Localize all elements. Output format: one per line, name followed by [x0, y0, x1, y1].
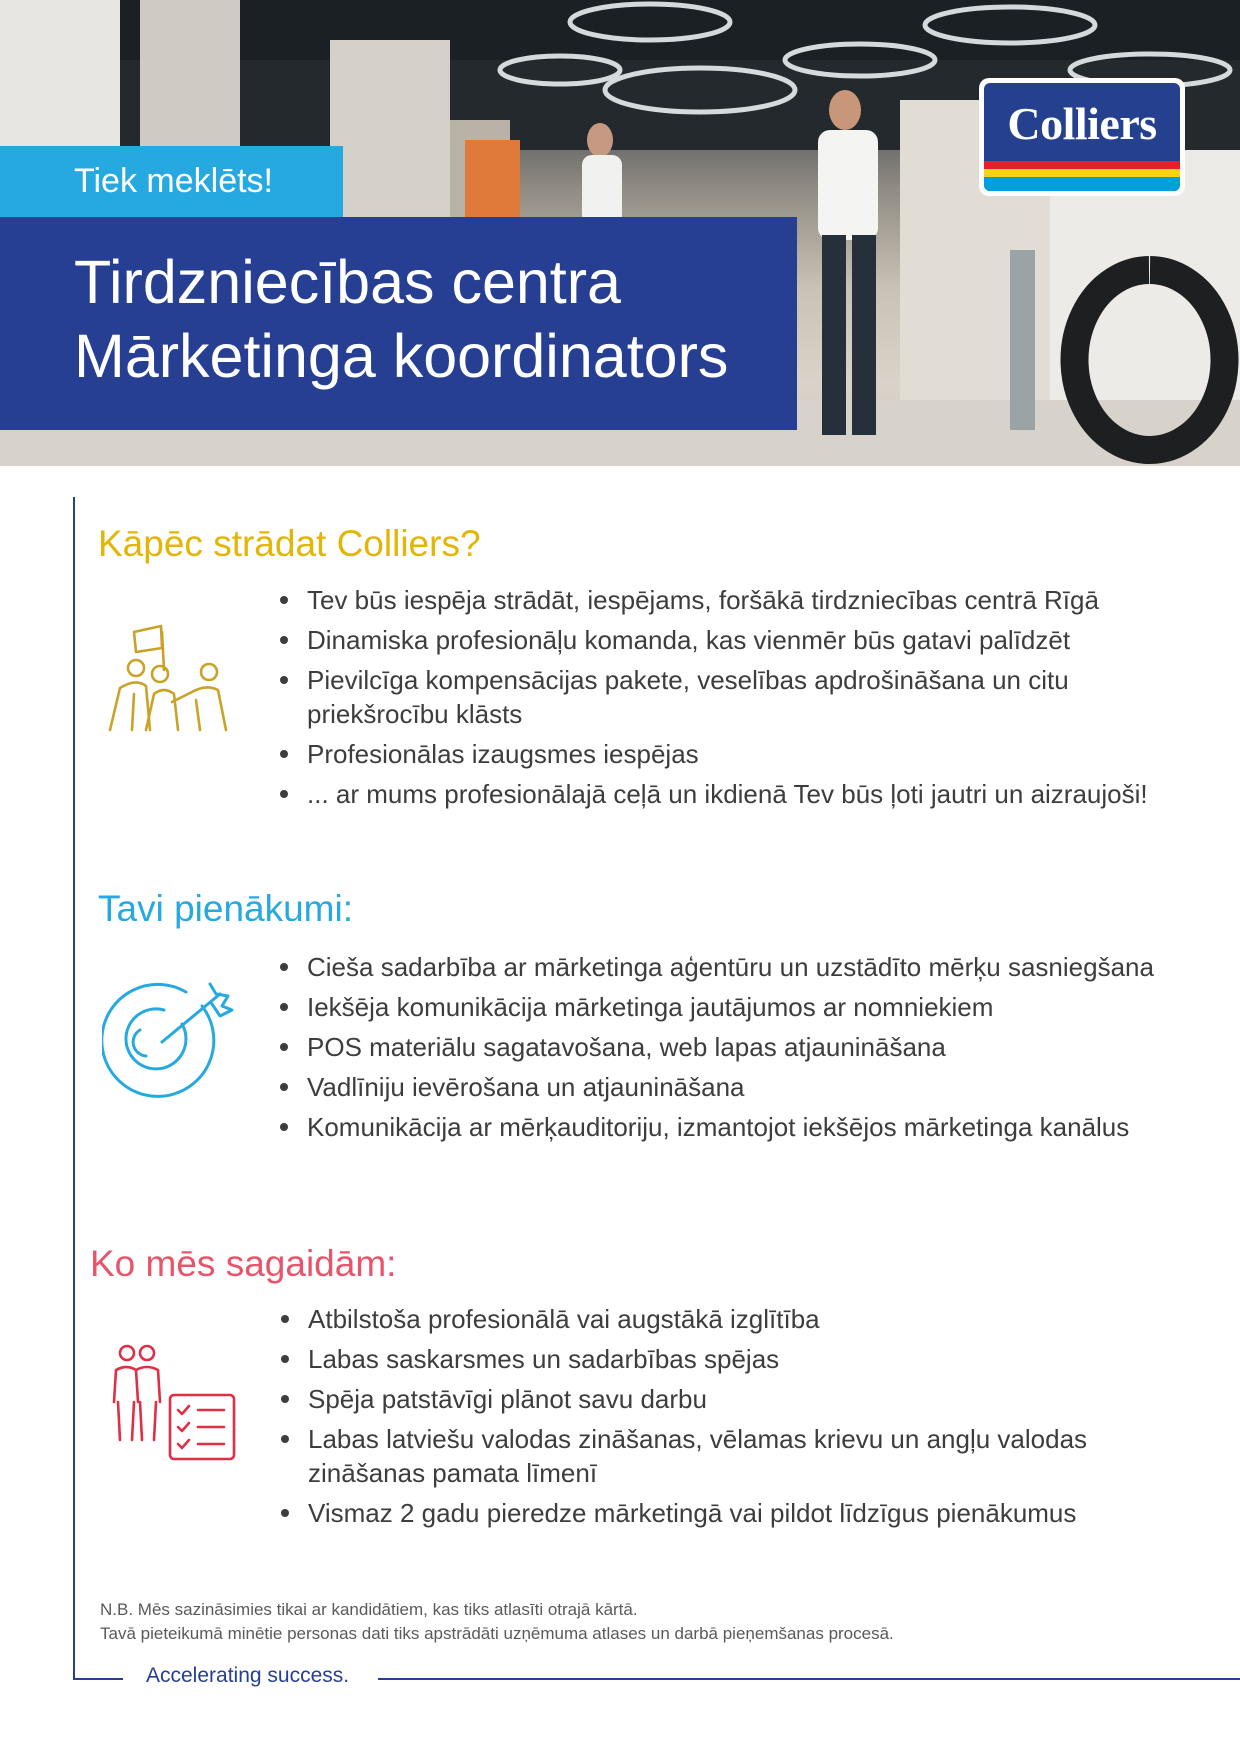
frame-bottom-line [378, 1678, 1240, 1680]
logo-stripe-yellow [984, 169, 1180, 177]
section-title-why: Kāpēc strādat Colliers? [98, 523, 481, 564]
job-tag [0, 146, 343, 217]
footer-tagline: Accelerating success. [146, 1664, 350, 1687]
frame-bottom-line [73, 1678, 123, 1680]
list-item: Profesionālas izaugsmes iespējas [277, 737, 1217, 771]
people-checklist-icon [108, 1340, 238, 1465]
disclaimer-line1: N.B. Mēs sazināsimies tikai ar kandidātiem, kas tiks atlasīti otrajā kārtā. [100, 1600, 638, 1619]
list-item: Atbilstoša profesionālā vai augstākā izglītība [278, 1302, 1178, 1336]
job-title-box [0, 217, 797, 430]
disclaimer-note [100, 1598, 894, 1646]
list-item: Vadlīniju ievērošana un atjaunināšana [277, 1070, 1177, 1104]
list-item: Dinamiska profesionāļu komanda, kas vienmēr būs gatavi palīdzēt [277, 623, 1217, 657]
frame-left-line [73, 497, 75, 1678]
section-title-duties: Tavi pienākumi: [98, 888, 354, 929]
job-tag-text: Tiek meklēts! [74, 162, 274, 200]
list-item: Pievilcīga kompensācijas pakete, veselības apdrošināšana un citu priekšrocību klāsts [277, 663, 1217, 731]
section-title-expect: Ko mēs sagaidām: [90, 1243, 397, 1284]
logo-text: Colliers [1007, 98, 1157, 149]
list-item: Iekšēja komunikācija mārketinga jautājumos ar nomniekiem [277, 990, 1177, 1024]
job-title-line1: Tirdzniecības centra [74, 248, 621, 316]
list-item: ... ar mums profesionālajā ceļā un ikdienā Tev būs ļoti jautri un aizraujoši! [277, 777, 1217, 811]
list-item: Tev būs iespēja strādāt, iespējams, foršākā tirdzniecības centrā Rīgā [277, 583, 1217, 617]
list-item: Labas saskarsmes un sadarbības spējas [278, 1342, 1178, 1376]
list-item: Spēja patstāvīgi plānot savu darbu [278, 1382, 1178, 1416]
list-item: Labas latviešu valodas zināšanas, vēlamas krievu un angļu valodas zināšanas pamata līmenī [278, 1422, 1178, 1490]
list-item: Vismaz 2 gadu pieredze mārketingā vai pildot līdzīgus pienākumus [278, 1496, 1178, 1530]
list-item: POS materiālu sagatavošana, web lapas atjaunināšana [277, 1030, 1177, 1064]
team-flag-icon [106, 622, 241, 732]
job-title-line2: Mārketinga koordinators [74, 322, 729, 390]
duties-list [277, 950, 1177, 1150]
colliers-logo [979, 78, 1185, 196]
target-arrow-icon [102, 972, 252, 1102]
list-item: Cieša sadarbība ar mārketinga aģentūru un uzstādīto mērķu sasniegšana [277, 950, 1177, 984]
expectations-list [278, 1302, 1178, 1536]
logo-stripe-blue [984, 177, 1180, 191]
list-item: Komunikācija ar mērķauditoriju, izmantojot iekšējos mārketinga kanālus [277, 1110, 1177, 1144]
hero-banner [0, 0, 1240, 466]
why-list [277, 583, 1217, 817]
logo-stripe-red [984, 161, 1180, 169]
disclaimer-line2: Tavā pieteikumā minētie personas dati tiks apstrādāti uzņēmuma atlases un darbā pieņemšanas procesā. [100, 1624, 894, 1643]
